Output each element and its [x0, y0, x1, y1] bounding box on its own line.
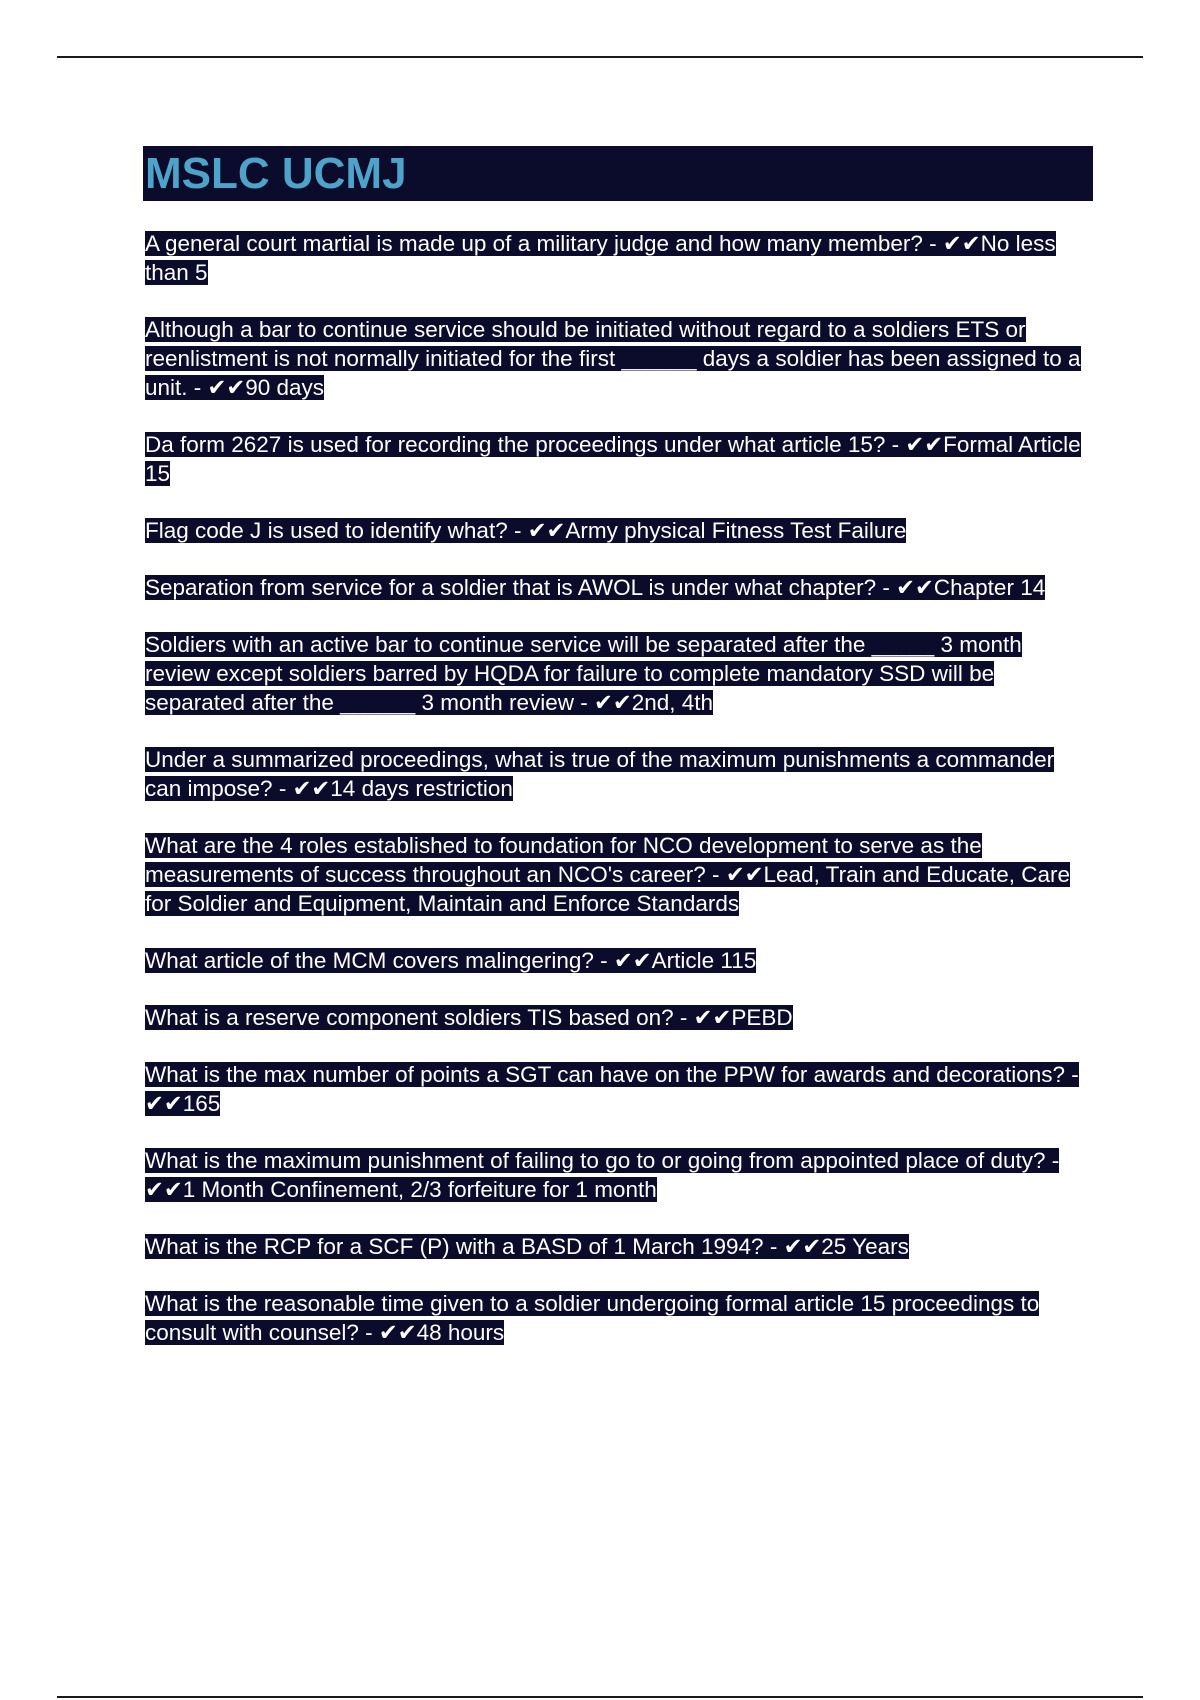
- answer-text: 48 hours: [416, 1320, 505, 1345]
- qa-highlight: [145, 317, 1081, 400]
- qa-highlight: [145, 1291, 1039, 1345]
- answer-text: Formal Article 15: [145, 432, 1081, 486]
- qa-highlight: [145, 1148, 1059, 1202]
- answer-text: Article 115: [651, 948, 757, 973]
- qa-highlight: [145, 1062, 1079, 1116]
- qa-highlight: [145, 747, 1054, 801]
- question-text: What is a reserve component soldiers TIS based on? -: [145, 1005, 694, 1030]
- qa-item: [145, 831, 1090, 918]
- check-icon: ✔✔: [378, 1320, 417, 1345]
- document-title: MSLC UCMJ: [145, 148, 407, 198]
- answer-text: Army physical Fitness Test Failure: [565, 518, 907, 543]
- check-icon: ✔✔: [613, 948, 652, 973]
- answer-text: 25 Years: [821, 1234, 909, 1259]
- check-icon: ✔✔: [145, 1177, 183, 1202]
- qa-item: [145, 1003, 1090, 1032]
- qa-item: [145, 946, 1090, 975]
- answer-text: 90 days: [245, 375, 325, 400]
- qa-item: [145, 1289, 1090, 1347]
- answer-text: 165: [182, 1091, 221, 1116]
- answer-text: 2nd, 4th: [631, 690, 714, 715]
- answer-text: 14 days restriction: [330, 776, 513, 801]
- question-text: Under a summarized proceedings, what is true of the maximum punishments a commander can impose? -: [145, 747, 1055, 801]
- question-text: Da form 2627 is used for recording the proceedings under what article 15? -: [145, 432, 906, 457]
- document-body: [145, 146, 1095, 1375]
- check-icon: ✔✔: [693, 1005, 732, 1030]
- qa-item: [145, 229, 1090, 287]
- question-text: What is the max number of points a SGT can have on the PPW for awards and decorations? -: [145, 1062, 1079, 1087]
- answer-text: PEBD: [731, 1005, 793, 1030]
- header-rule: [57, 56, 1143, 58]
- question-text: What article of the MCM covers malingering? -: [145, 948, 614, 973]
- title-banner: [143, 146, 1093, 201]
- check-icon: ✔✔: [594, 690, 632, 715]
- qa-item: [145, 745, 1090, 803]
- check-icon: ✔✔: [942, 231, 981, 256]
- question-text: What are the 4 roles established to foundation for NCO development to serve as the measurements of success throughout an NCO's career? -: [145, 833, 982, 887]
- qa-list: [145, 229, 1095, 1347]
- qa-item: [145, 1060, 1090, 1118]
- answer-text: Lead, Train and Educate, Care for Soldier and Equipment, Maintain and Enforce Standards: [145, 862, 1070, 916]
- question-text: Although a bar to continue service should be initiated without regard to a soldiers ETS or reenlistment is not normally initiated for the first ______ days a soldier has been assigned to a unit. -: [145, 317, 1081, 400]
- question-text: Separation from service for a soldier that is AWOL is under what chapter? -: [145, 575, 897, 600]
- check-icon: ✔✔: [145, 1091, 183, 1116]
- check-icon: ✔✔: [207, 375, 246, 400]
- footer-rule: [57, 1696, 1143, 1698]
- qa-highlight: [145, 231, 1056, 285]
- check-icon: ✔✔: [292, 776, 331, 801]
- answer-text: 1 Month Confinement, 2/3 forfeiture for 1 month: [182, 1177, 657, 1202]
- qa-highlight: [145, 833, 1070, 916]
- qa-item: [145, 1232, 1090, 1261]
- check-icon: ✔✔: [725, 862, 764, 887]
- qa-item: [145, 1146, 1090, 1204]
- qa-highlight: [145, 948, 756, 973]
- qa-highlight: [145, 1234, 909, 1259]
- question-text: Flag code J is used to identify what? -: [145, 518, 528, 543]
- check-icon: ✔✔: [905, 432, 944, 457]
- question-text: What is the maximum punishment of failing to go to or going from appointed place of duty? -: [145, 1148, 1060, 1173]
- qa-item: [145, 573, 1090, 602]
- qa-highlight: [145, 575, 1045, 600]
- qa-highlight: [145, 632, 1022, 715]
- qa-item: [145, 630, 1090, 717]
- qa-item: [145, 315, 1090, 402]
- check-icon: ✔✔: [527, 518, 566, 543]
- check-icon: ✔✔: [783, 1234, 822, 1259]
- check-icon: ✔✔: [896, 575, 934, 600]
- qa-highlight: [145, 1005, 793, 1030]
- question-text: Soldiers with an active bar to continue service will be separated after the _____ 3 month review except soldiers barred by HQDA for failure to complete mandatory SSD will be separated after the ______ 3 month review -: [145, 632, 1022, 715]
- qa-item: [145, 516, 1090, 545]
- qa-highlight: [145, 518, 906, 543]
- question-text: What is the reasonable time given to a soldier undergoing formal article 15 proceedings to consult with counsel? -: [145, 1291, 1040, 1345]
- question-text: What is the RCP for a SCF (P) with a BASD of 1 March 1994? -: [145, 1234, 784, 1259]
- qa-highlight: [145, 432, 1081, 486]
- question-text: A general court martial is made up of a military judge and how many member? -: [145, 231, 943, 256]
- qa-item: [145, 430, 1090, 488]
- answer-text: No less than 5: [145, 231, 1056, 285]
- answer-text: Chapter 14: [933, 575, 1046, 600]
